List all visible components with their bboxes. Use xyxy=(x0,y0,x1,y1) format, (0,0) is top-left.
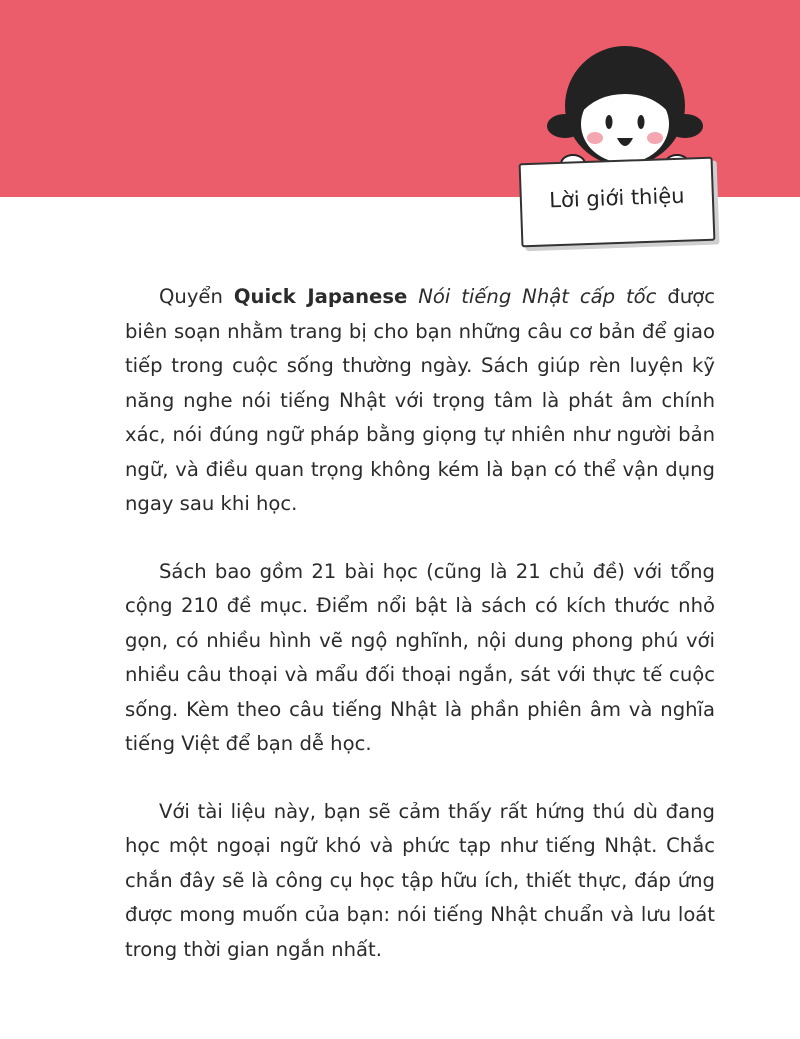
intro-body xyxy=(125,280,715,1000)
intro-paragraph-2: Sách bao gồm 21 bài học (cũng là 21 chủ đề) với tổng cộng 210 đề mục. Điểm nổi bật là sách có kích thước nhỏ gọn, có nhiều hình vẽ ngộ nghĩnh, nội dung phong phú với nhiều câu thoại và mẩu đối thoại ngắn, sát với thực tế cuộc sống. Kèm theo câu tiếng Nhật là phần phiên âm và nghĩa tiếng Việt để bạn dễ học. xyxy=(125,559,715,755)
book-subtitle: Nói tiếng Nhật cấp tốc xyxy=(418,285,657,308)
title-sign xyxy=(519,157,716,248)
p1-rest: được biên soạn nhằm trang bị cho bạn những câu cơ bản để giao tiếp trong cuộc sống thường ngày. Sách giúp rèn luyện kỹ năng nghe nói tiếng Nhật với trọng tâm là phát âm chính xác, nói đúng ngữ pháp bằng giọng tự nhiên như người bản ngữ, và điều quan trọng không kém là bạn có thể vận dụng ngay sau khi học. xyxy=(125,285,715,515)
book-name: Quick Japanese xyxy=(233,285,408,308)
intro-paragraph-1 xyxy=(125,280,715,522)
intro-paragraph-3: Với tài liệu này, bạn sẽ cảm thấy rất hứng thú dù đang học một ngoại ngữ khó và phức tạp như tiếng Nhật. Chắc chắn đây sẽ là công cụ học tập hữu ích, thiết thực, đáp ứng được mong muốn của bạn: nói tiếng Nhật chuẩn và lưu loát trong thời gian ngắn nhất. xyxy=(125,799,715,961)
page-title: Lời giới thiệu xyxy=(548,183,685,213)
p1-prefix: Quyển xyxy=(159,285,234,308)
